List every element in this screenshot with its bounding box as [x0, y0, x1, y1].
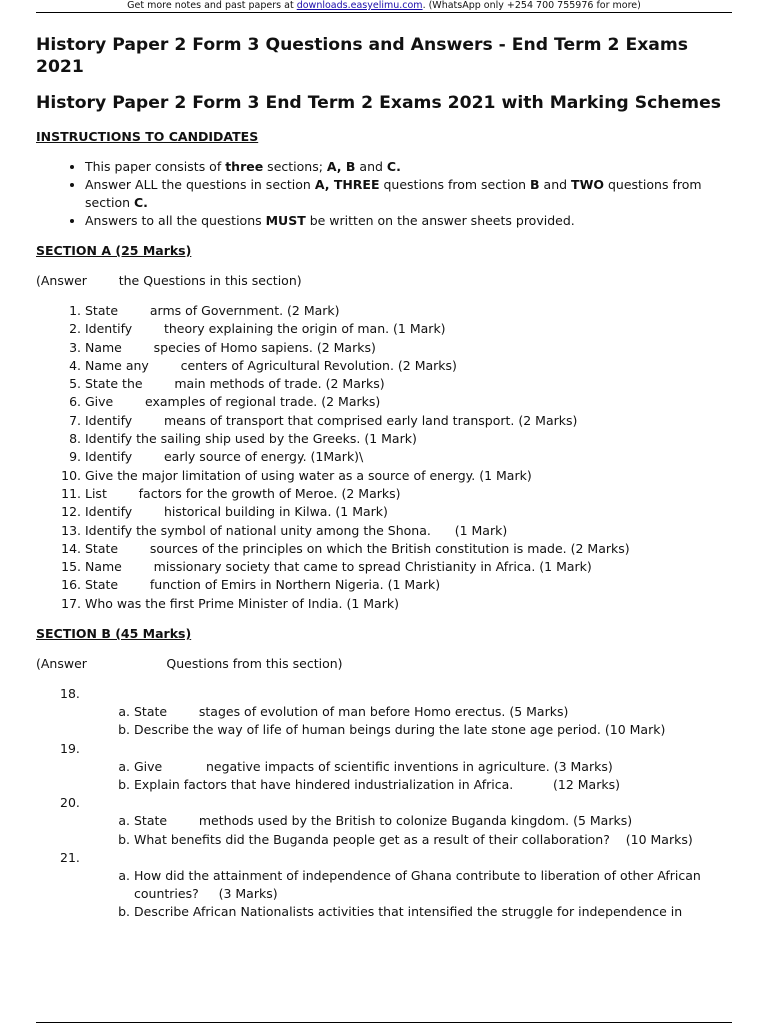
sub-question: b. Explain factors that have hindered industrialization in Africa. (12 Marks) — [134, 776, 732, 794]
question-item: 11. List factors for the growth of Meroe. (2 Marks) — [85, 485, 732, 503]
section-b-note: (Answer Questions from this section) — [36, 656, 343, 672]
banner-prefix: Get more notes and past papers at — [127, 0, 297, 11]
header-divider — [36, 12, 732, 13]
question-item: 4. Name any centers of Agricultural Revolution. (2 Marks) — [85, 357, 732, 375]
sub-question: a. State stages of evolution of man before Homo erectus. (5 Marks) — [134, 703, 732, 721]
banner-suffix: . (WhatsApp only +254 700 755976 for more) — [422, 0, 641, 11]
download-banner — [0, 0, 768, 12]
question-item: 2. Identify theory explaining the origin of man. (1 Mark) — [85, 320, 732, 338]
instruction-item: • Answer ALL the questions in section A, THREE questions from section B and TWO questions from section C. — [85, 176, 732, 212]
question-number: 20. — [60, 795, 80, 811]
question-item: 3. Name species of Homo sapiens. (2 Marks) — [85, 339, 732, 357]
footer-divider — [36, 1022, 732, 1023]
question-item: 9. Identify early source of energy. (1Mark)\ — [85, 448, 732, 466]
section-b-heading: SECTION B (45 Marks) — [36, 626, 192, 642]
question-item: 6. Give examples of regional trade. (2 Marks) — [85, 393, 732, 411]
document-body — [36, 34, 732, 922]
question-item: 14. State sources of the principles on which the British constitution is made. (2 Marks) — [85, 540, 732, 558]
section-a-note: (Answer the Questions in this section) — [36, 273, 302, 288]
instruction-item: • This paper consists of three sections; A, B and C. — [85, 158, 732, 176]
page-title: History Paper 2 Form 3 Questions and Answers - End Term 2 Exams 2021 — [36, 35, 689, 77]
section-a-questions — [36, 302, 732, 613]
question-number: 18. — [60, 686, 80, 702]
sub-question-list — [36, 867, 732, 922]
sub-question-list — [36, 758, 732, 794]
question-number: 19. — [60, 740, 80, 756]
sub-question: a. State methods used by the British to colonize Buganda kingdom. (5 Marks) — [134, 812, 732, 830]
section-a-heading: SECTION A (25 Marks) — [36, 243, 192, 258]
page-subtitle: History Paper 2 Form 3 End Term 2 Exams 2021 with Marking Schemes — [36, 93, 721, 113]
sub-question: b. What benefits did the Buganda people get as a result of their collaboration? (10 Marks) — [134, 831, 732, 849]
sub-question: a. How did the attainment of independence of Ghana contribute to liberation of other African countries? (3 Marks) — [134, 867, 732, 903]
instruction-item: • Answers to all the questions MUST be written on the answer sheets provided. — [85, 212, 732, 230]
sub-question: b. Describe the way of life of human beings during the late stone age period. (10 Mark) — [134, 721, 732, 739]
download-link[interactable]: downloads.easyelimu.com — [296, 0, 423, 11]
question-item: 5. State the main methods of trade. (2 Marks) — [85, 375, 732, 393]
question-item: 12. Identify historical building in Kilwa. (1 Mark) — [85, 503, 732, 521]
question-number: 21. — [60, 849, 80, 865]
sub-question: b. Describe African Nationalists activities that intensified the struggle for independence in — [134, 903, 732, 921]
sub-question-list — [36, 703, 732, 739]
question-item: 1. State arms of Government. (2 Mark) — [85, 302, 732, 320]
instructions-heading: INSTRUCTIONS TO CANDIDATES — [36, 129, 259, 144]
question-item: 8. Identify the sailing ship used by the Greeks. (1 Mark) — [85, 430, 732, 448]
question-item: 15. Name missionary society that came to spread Christianity in Africa. (1 Mark) — [85, 558, 732, 576]
sub-question: a. Give negative impacts of scientific inventions in agriculture. (3 Marks) — [134, 758, 732, 776]
sub-question-list — [36, 812, 732, 848]
question-item: 17. Who was the first Prime Minister of India. (1 Mark) — [85, 595, 732, 613]
question-item: 7. Identify means of transport that comprised early land transport. (2 Marks) — [85, 412, 732, 430]
question-item: 13. Identify the symbol of national unity among the Shona. (1 Mark) — [85, 522, 732, 540]
question-item: 10. Give the major limitation of using water as a source of energy. (1 Mark) — [85, 467, 732, 485]
section-b-questions — [36, 685, 732, 922]
instructions-list — [36, 158, 732, 230]
question-item: 16. State function of Emirs in Northern Nigeria. (1 Mark) — [85, 576, 732, 594]
